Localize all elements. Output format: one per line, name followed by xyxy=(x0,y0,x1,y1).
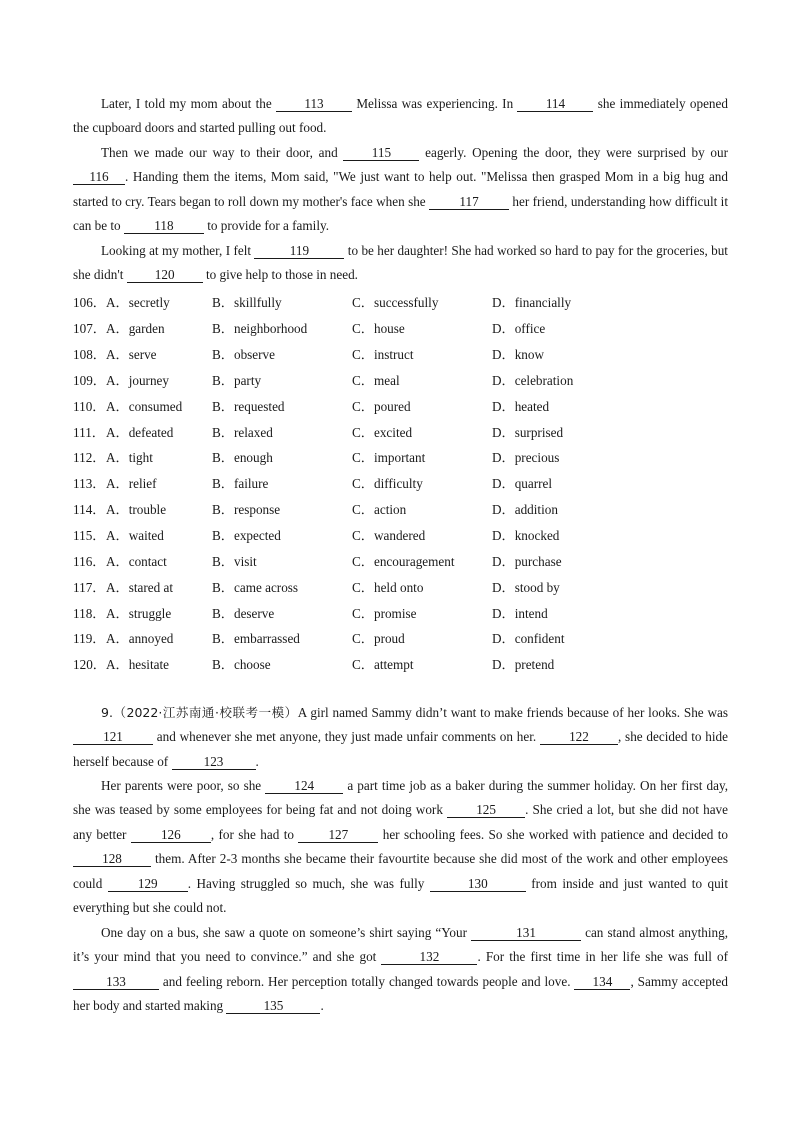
option-d[interactable]: D．addition xyxy=(492,502,558,518)
option-a[interactable]: A．secretly xyxy=(106,295,170,311)
question-row xyxy=(73,392,632,418)
option-d[interactable]: D．heated xyxy=(492,398,550,414)
question-number: 108． xyxy=(73,347,106,363)
option-c[interactable]: C．excited xyxy=(352,424,413,440)
passage2-paragraph2: Her parents were poor, so she 124 a part time job as a baker during the summer holiday. On her first day, she was teased by some employees for being fat and not doing work 125 . She cried a lot, but she did not have any better 126 , for she had to 127 her schooling fees. So she worked with patience and decided to 128 them. After 2-3 months she became their favourtite because she did most of the work and other employees could 129 . Having struggled so much, she was fully 130 from inside and just wanted to quit everything but she could not. xyxy=(73,778,728,916)
question-row xyxy=(73,289,632,315)
blank-121[interactable]: 121 xyxy=(73,729,153,745)
option-a[interactable]: A．journey xyxy=(106,372,169,388)
blank-131[interactable]: 131 xyxy=(471,925,581,941)
option-c[interactable]: C．meal xyxy=(352,372,400,388)
option-a[interactable]: A．hesitate xyxy=(106,657,169,673)
option-d[interactable]: D．celebration xyxy=(492,372,574,388)
option-a[interactable]: A．struggle xyxy=(106,605,172,621)
question-number: 115． xyxy=(73,528,106,544)
option-a[interactable]: A．serve xyxy=(106,347,157,363)
blank-113[interactable]: 113 xyxy=(276,96,352,112)
option-d[interactable]: D．confident xyxy=(492,631,565,647)
question-row xyxy=(73,522,632,548)
option-c[interactable]: C．action xyxy=(352,502,407,518)
option-b[interactable]: B．observe xyxy=(212,347,275,363)
question-row xyxy=(73,470,632,496)
option-d[interactable]: D．stood by xyxy=(492,579,560,595)
question-number: 119． xyxy=(73,631,106,647)
option-a[interactable]: A．trouble xyxy=(106,502,167,518)
option-a[interactable]: A．defeated xyxy=(106,424,174,440)
option-c[interactable]: C．held onto xyxy=(352,579,424,595)
option-b[interactable]: B．relaxed xyxy=(212,424,273,440)
blank-130[interactable]: 130 xyxy=(430,876,526,892)
question-row xyxy=(73,315,632,341)
blank-126[interactable]: 126 xyxy=(131,827,211,843)
blank-123[interactable]: 123 xyxy=(172,754,256,770)
options-table xyxy=(73,289,632,677)
question-row xyxy=(73,651,632,677)
passage1-paragraph1: Later, I told my mom about the 113 Melissa was experiencing. In 114 she immediately opened the cupboard doors and started pulling out food. xyxy=(73,96,728,136)
blank-132[interactable]: 132 xyxy=(381,949,477,965)
blank-124[interactable]: 124 xyxy=(265,778,343,794)
question-number: 106． xyxy=(73,295,106,311)
option-c[interactable]: C．difficulty xyxy=(352,476,423,492)
option-d[interactable]: D．financially xyxy=(492,295,572,311)
option-c[interactable]: C．important xyxy=(352,450,426,466)
option-a[interactable]: A．annoyed xyxy=(106,631,174,647)
blank-122[interactable]: 122 xyxy=(540,729,618,745)
question-number: 110． xyxy=(73,398,106,414)
option-d[interactable]: D．intend xyxy=(492,605,548,621)
option-d[interactable]: D．precious xyxy=(492,450,560,466)
passage2-paragraph1: 9.（2022·江苏南通·校联考一模）A girl named Sammy didn’t want to make friends because of her looks. She was 121 and whenever she met anyone, they just made unfair comments on her. 122 , she decided to hide herself because of 123 . xyxy=(73,705,729,769)
option-b[interactable]: B．deserve xyxy=(212,605,275,621)
option-b[interactable]: B．visit xyxy=(212,553,257,569)
question-label: 9.（2022·江苏南通·校联考一模） xyxy=(101,705,298,720)
option-d[interactable]: D．office xyxy=(492,321,546,337)
blank-114[interactable]: 114 xyxy=(517,96,593,112)
option-a[interactable]: A．waited xyxy=(106,528,164,544)
option-d[interactable]: D．knocked xyxy=(492,528,560,544)
option-b[interactable]: B．requested xyxy=(212,398,285,414)
question-number: 116． xyxy=(73,553,106,569)
question-number: 109． xyxy=(73,372,106,388)
option-d[interactable]: D．quarrel xyxy=(492,476,553,492)
blank-119[interactable]: 119 xyxy=(254,243,344,259)
question-number: 113． xyxy=(73,476,106,492)
question-row xyxy=(73,341,632,367)
question-number: 117． xyxy=(73,579,106,595)
option-c[interactable]: C．wandered xyxy=(352,528,426,544)
passage2-paragraph3: One day on a bus, she saw a quote on someone’s shirt saying “Your 131 can stand almost anything, it’s your mind that you need to convince.” and she got 132 . For the first time in her life she was full of 133 and feeling reborn. Her perception totally changed towards people and love. 134 , Sammy accepted her body and started making 135 . xyxy=(73,925,729,1014)
option-c[interactable]: C．instruct xyxy=(352,347,414,363)
option-c[interactable]: C．attempt xyxy=(352,657,414,673)
blank-127[interactable]: 127 xyxy=(298,827,378,843)
blank-125[interactable]: 125 xyxy=(447,802,525,818)
option-b[interactable]: B．party xyxy=(212,372,262,388)
question-number: 118． xyxy=(73,605,106,621)
option-b[interactable]: B．embarrassed xyxy=(212,631,300,647)
option-a[interactable]: A．garden xyxy=(106,321,165,337)
option-a[interactable]: A．consumed xyxy=(106,398,183,414)
blank-117[interactable]: 117 xyxy=(429,194,509,210)
option-b[interactable]: B．enough xyxy=(212,450,273,466)
question-number: 114． xyxy=(73,502,106,518)
option-a[interactable]: A．stared at xyxy=(106,579,174,595)
passage1-paragraph3: Looking at my mother, I felt 119 to be her daughter! She had worked so hard to pay for the groceries, but she didn't 120 to give help to those in need. xyxy=(73,243,728,283)
question-number: 107． xyxy=(73,321,106,337)
option-b[interactable]: B．response xyxy=(212,502,281,518)
option-c[interactable]: C．promise xyxy=(352,605,417,621)
option-c[interactable]: C．encouragement xyxy=(352,553,455,569)
option-b[interactable]: B．neighborhood xyxy=(212,321,308,337)
question-row xyxy=(73,599,632,625)
blank-116[interactable]: 116 xyxy=(73,169,125,185)
blank-134[interactable]: 134 xyxy=(574,974,630,990)
option-d[interactable]: D．pretend xyxy=(492,657,555,673)
passage1-paragraph2: Then we made our way to their door, and 115 eagerly. Opening the door, they were surprised by our 116 . Handing them the items, Mom said, "We just want to help out. "Melissa then grasped Mom in a big hug and started to cry. Tears began to roll down my mother's face when she 117 her friend, understanding how difficult it can be to 118 to provide for a family. xyxy=(73,145,728,234)
blank-128[interactable]: 128 xyxy=(73,851,151,867)
question-row xyxy=(73,418,632,444)
question-row xyxy=(73,444,632,470)
question-row xyxy=(73,496,632,522)
question-row xyxy=(73,547,632,573)
blank-118[interactable]: 118 xyxy=(124,218,204,234)
blank-129[interactable]: 129 xyxy=(108,876,188,892)
option-d[interactable]: D．know xyxy=(492,347,545,363)
option-a[interactable]: A．relief xyxy=(106,476,157,492)
option-c[interactable]: C．successfully xyxy=(352,295,439,311)
blank-115[interactable]: 115 xyxy=(343,145,419,161)
option-b[interactable]: B．failure xyxy=(212,476,269,492)
option-d[interactable]: D．purchase xyxy=(492,553,562,569)
question-number: 112． xyxy=(73,450,106,466)
option-d[interactable]: D．surprised xyxy=(492,424,564,440)
question-number: 111． xyxy=(73,424,105,440)
option-b[interactable]: B．skillfully xyxy=(212,295,282,311)
option-c[interactable]: C．proud xyxy=(352,631,405,647)
option-a[interactable]: A．contact xyxy=(106,553,167,569)
option-b[interactable]: B．came across xyxy=(212,579,299,595)
question-row xyxy=(73,625,632,651)
option-b[interactable]: B．choose xyxy=(212,657,271,673)
option-c[interactable]: C．house xyxy=(352,321,405,337)
blank-120[interactable]: 120 xyxy=(127,267,203,283)
blank-135[interactable]: 135 xyxy=(226,998,320,1014)
question-row xyxy=(73,573,632,599)
option-c[interactable]: C．poured xyxy=(352,398,411,414)
question-number: 120． xyxy=(73,657,106,673)
question-row xyxy=(73,367,632,393)
blank-133[interactable]: 133 xyxy=(73,974,159,990)
option-a[interactable]: A．tight xyxy=(106,450,153,466)
option-b[interactable]: B．expected xyxy=(212,528,281,544)
